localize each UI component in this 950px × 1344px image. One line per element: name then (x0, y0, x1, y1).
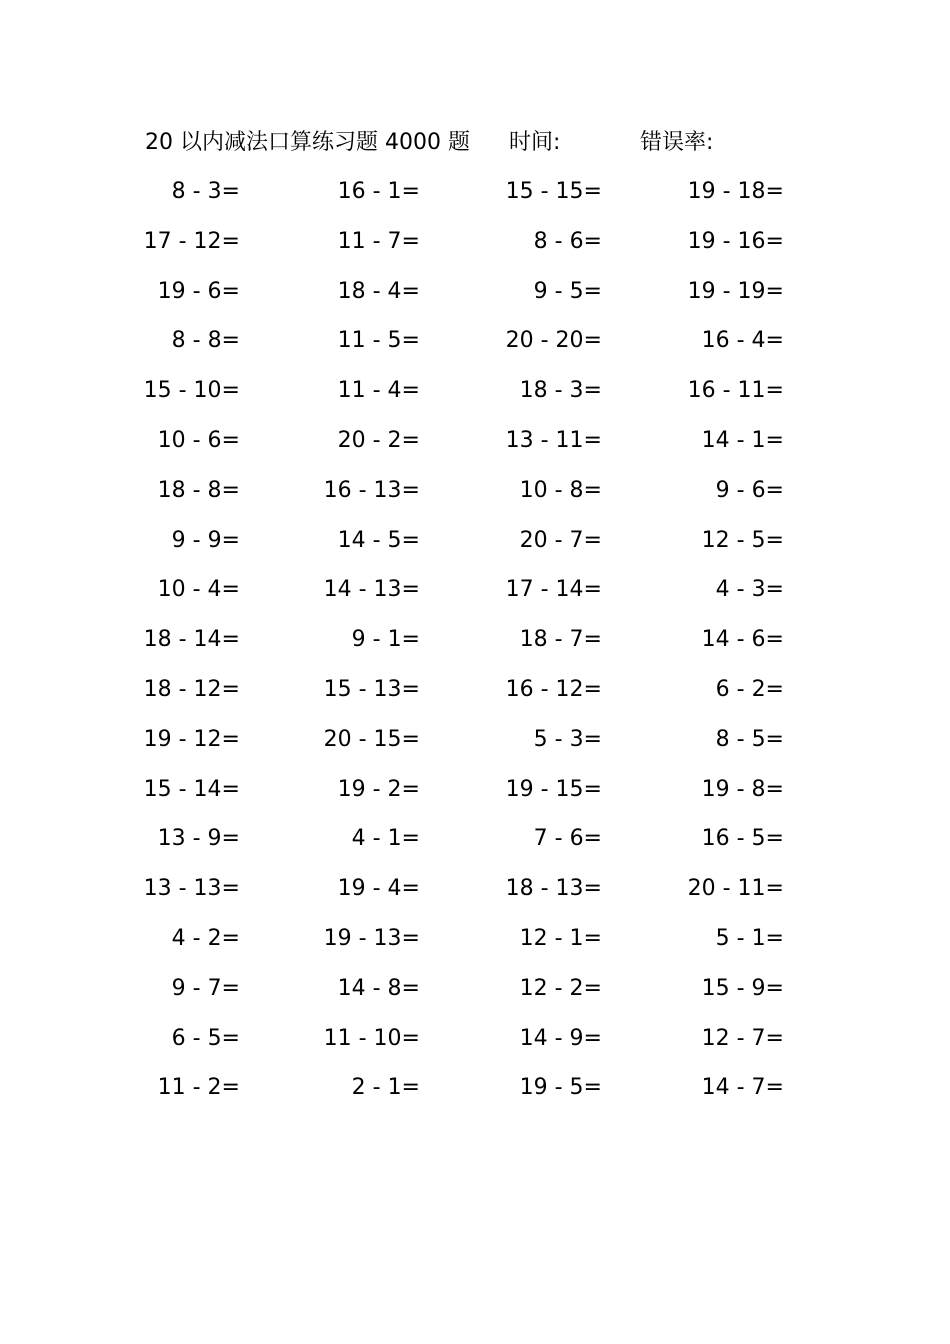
problem-item: 13 - 13= (143, 876, 240, 902)
problem-item: 15 - 13= (323, 676, 420, 702)
problem-item: 14 - 5= (337, 527, 420, 553)
problem-item: 19 - 5= (519, 1075, 602, 1101)
problem-item: 19 - 2= (337, 776, 420, 802)
problem-row (0, 972, 950, 1022)
problem-item: 9 - 7= (171, 975, 240, 1001)
problem-row (0, 524, 950, 574)
problem-row (0, 673, 950, 723)
problem-item: 17 - 14= (505, 577, 602, 603)
problem-item: 20 - 11= (687, 876, 784, 902)
problem-item: 20 - 7= (519, 527, 602, 553)
problem-item: 5 - 1= (715, 925, 784, 951)
problem-grid (0, 175, 950, 1121)
problem-row (0, 822, 950, 872)
problem-item: 13 - 11= (505, 427, 602, 453)
problem-item: 10 - 4= (157, 577, 240, 603)
worksheet-title: 20 以内减法口算练习题 4000 题 (145, 130, 470, 155)
problem-item: 18 - 12= (143, 676, 240, 702)
problem-item: 20 - 15= (323, 726, 420, 752)
problem-item: 10 - 8= (519, 477, 602, 503)
problem-item: 12 - 5= (701, 527, 784, 553)
problem-item: 9 - 1= (351, 627, 420, 653)
problem-item: 19 - 4= (337, 876, 420, 902)
problem-item: 9 - 6= (715, 477, 784, 503)
problem-item: 16 - 11= (687, 378, 784, 404)
problem-item: 6 - 5= (171, 1025, 240, 1051)
problem-item: 8 - 6= (533, 228, 602, 254)
problem-item: 15 - 14= (143, 776, 240, 802)
problem-item: 8 - 3= (171, 179, 240, 204)
problem-item: 8 - 5= (715, 726, 784, 752)
problem-item: 15 - 15= (505, 179, 602, 204)
problem-row (0, 275, 950, 325)
problem-row (0, 573, 950, 623)
problem-item: 19 - 12= (143, 726, 240, 752)
problem-item: 18 - 4= (337, 278, 420, 304)
problem-row (0, 922, 950, 972)
problem-item: 14 - 8= (337, 975, 420, 1001)
problem-item: 14 - 6= (701, 627, 784, 653)
problem-item: 19 - 6= (157, 278, 240, 304)
problem-item: 14 - 13= (323, 577, 420, 603)
problem-item: 19 - 15= (505, 776, 602, 802)
problem-item: 15 - 9= (701, 975, 784, 1001)
problem-row (0, 175, 950, 225)
error-rate-label: 错误率: (640, 130, 714, 155)
problem-row (0, 723, 950, 773)
problem-item: 20 - 2= (337, 427, 420, 453)
problem-item: 19 - 18= (687, 179, 784, 204)
problem-item: 4 - 3= (715, 577, 784, 603)
problem-row (0, 424, 950, 474)
problem-item: 20 - 20= (505, 328, 602, 354)
problem-item: 19 - 16= (687, 228, 784, 254)
problem-item: 17 - 12= (143, 228, 240, 254)
problem-item: 13 - 9= (157, 826, 240, 852)
problem-item: 9 - 5= (533, 278, 602, 304)
problem-item: 4 - 1= (351, 826, 420, 852)
problem-item: 16 - 13= (323, 477, 420, 503)
problem-item: 5 - 3= (533, 726, 602, 752)
worksheet-header (0, 126, 950, 160)
problem-item: 12 - 7= (701, 1025, 784, 1051)
problem-item: 18 - 14= (143, 627, 240, 653)
problem-row (0, 324, 950, 374)
problem-item: 11 - 5= (337, 328, 420, 354)
problem-row (0, 374, 950, 424)
problem-row (0, 1071, 950, 1121)
problem-row (0, 474, 950, 524)
problem-item: 16 - 1= (337, 179, 420, 204)
problem-item: 11 - 4= (337, 378, 420, 404)
problem-item: 14 - 1= (701, 427, 784, 453)
problem-item: 8 - 8= (171, 328, 240, 354)
problem-item: 16 - 12= (505, 676, 602, 702)
problem-item: 9 - 9= (171, 527, 240, 553)
problem-item: 4 - 2= (171, 925, 240, 951)
problem-row (0, 623, 950, 673)
problem-item: 7 - 6= (533, 826, 602, 852)
problem-item: 11 - 7= (337, 228, 420, 254)
problem-item: 19 - 8= (701, 776, 784, 802)
problem-item: 18 - 13= (505, 876, 602, 902)
problem-item: 10 - 6= (157, 427, 240, 453)
problem-item: 18 - 3= (519, 378, 602, 404)
problem-item: 6 - 2= (715, 676, 784, 702)
problem-row (0, 225, 950, 275)
problem-item: 11 - 10= (323, 1025, 420, 1051)
problem-item: 15 - 10= (143, 378, 240, 404)
problem-item: 19 - 13= (323, 925, 420, 951)
problem-row (0, 1022, 950, 1072)
problem-item: 19 - 19= (687, 278, 784, 304)
time-label: 时间: (509, 130, 561, 155)
problem-item: 12 - 2= (519, 975, 602, 1001)
problem-item: 16 - 5= (701, 826, 784, 852)
problem-item: 14 - 9= (519, 1025, 602, 1051)
problem-row (0, 773, 950, 823)
problem-item: 16 - 4= (701, 328, 784, 354)
problem-item: 18 - 8= (157, 477, 240, 503)
problem-item: 2 - 1= (351, 1075, 420, 1101)
problem-item: 14 - 7= (701, 1075, 784, 1101)
problem-item: 11 - 2= (157, 1075, 240, 1101)
problem-item: 18 - 7= (519, 627, 602, 653)
problem-item: 12 - 1= (519, 925, 602, 951)
problem-row (0, 872, 950, 922)
